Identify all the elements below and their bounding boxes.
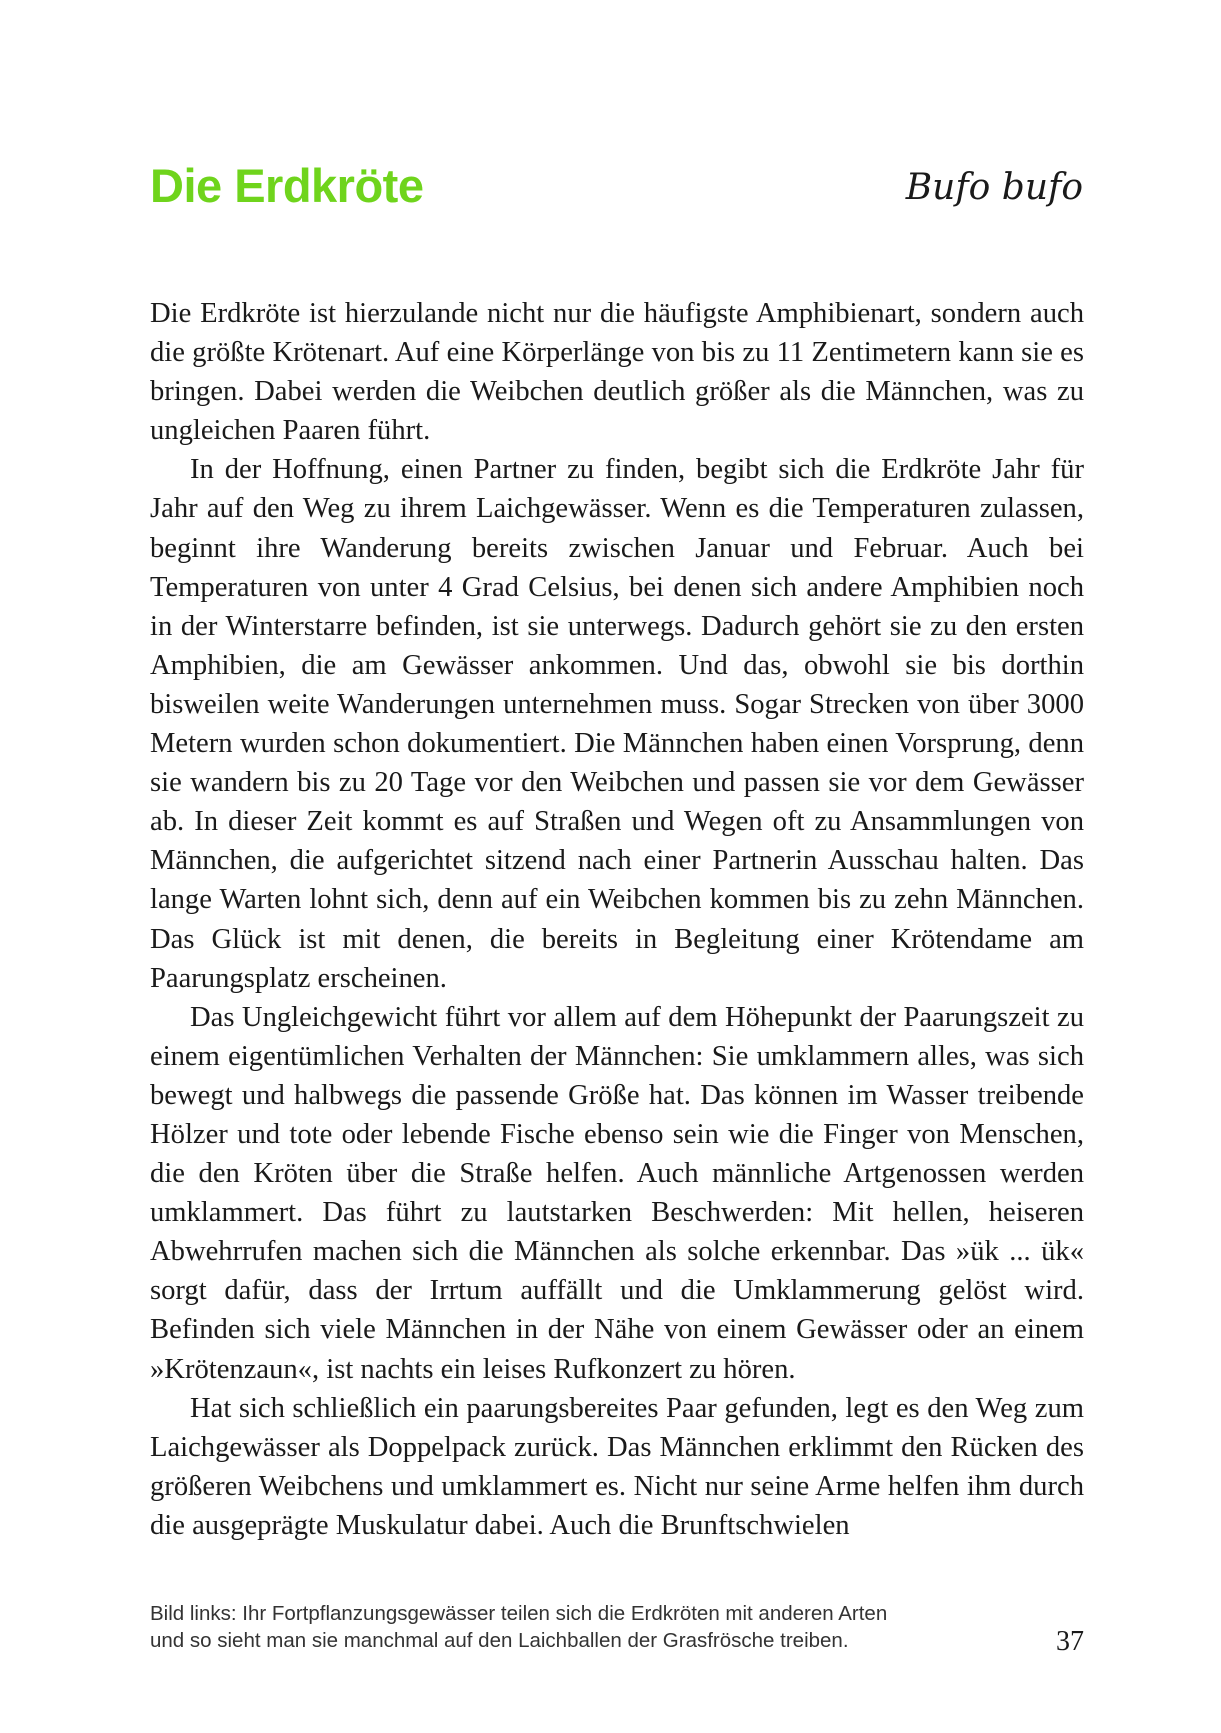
caption-line-1: Bild links: Ihr Fortpflanzungsgewässer teilen sich die Erdkröten mit anderen Arten	[150, 1602, 888, 1625]
body-text	[150, 294, 1084, 1545]
latin-species-name: Bufo bufo	[905, 167, 1083, 208]
paragraph-1: Die Erdkröte ist hierzulande nicht nur die häufigste Amphibienart, sondern auch die größte Krötenart. Auf eine Körperlänge von bis zu 11 Zentimetern kann sie es bringen. Dabei werden die Weibchen deutlich größer als die Männchen, was zu ungleichen Paaren führt.	[150, 298, 1084, 447]
paragraph-2: In der Hoffnung, einen Partner zu finden, begibt sich die Erdkröte Jahr für Jahr auf den Weg zu ihrem Laichgewässer. Wenn es die Temperaturen zulassen, beginnt ihre Wanderung bereits zwischen Januar und Februar. Auch bei Temperaturen von unter 4 Grad Celsius, bei denen sich andere Amphibien noch in der Winterstarre befinden, ist sie unterwegs. Dadurch gehört sie zu den ersten Amphibien, die am Gewässer ankommen. Und das, obwohl sie bis dorthin bisweilen weite Wanderungen unternehmen muss. Sogar Strecken von über 3000 Metern wurden schon dokumentiert. Die Männchen haben einen Vorsprung, denn sie wandern bis zu 20 Tage vor den Weibchen und passen sie vor dem Gewässer ab. In dieser Zeit kommt es auf Straßen und Wegen oft zu Ansammlungen von Männchen, die aufgerichtet sitzend nach einer Partnerin Ausschau halten. Das lange Warten lohnt sich, denn auf ein Weibchen kommen bis zu zehn Männchen. Das Glück ist mit denen, die bereits in Begleitung einer Krötendame am Paarungsplatz erscheinen.	[150, 454, 1084, 994]
page-title: Die Erdkröte	[150, 159, 424, 212]
paragraph-3: Das Ungleichgewicht führt vor allem auf dem Höhepunkt der Paarungszeit zu einem eigentümlichen Verhalten der Männchen: Sie umklammern alles, was sich bewegt und halbwegs die passende Größe hat. Das können im Wasser treibende Hölzer und tote oder lebende Fische ebenso sein wie die Finger von Menschen, die den Kröten über die Straße helfen. Auch männliche Artgenossen werden umklammert. Das führt zu lautstarken Beschwerden: Mit hellen, heiseren Abwehrrufen machen sich die Männchen als solche erkennbar. Das »ük ... ük« sorgt dafür, dass der Irrtum auffällt und die Umklammerung gelöst wird. Befinden sich viele Männchen in der Nähe von einem Gewässer oder an einem »Krötenzaun«, ist nachts ein leises Rufkonzert zu hören.	[150, 1001, 1084, 1385]
image-caption	[150, 1600, 910, 1654]
caption-line-2: und so sieht man sie manchmal auf den Laichballen der Grasfrösche treiben.	[150, 1629, 849, 1652]
page-number: 37	[1056, 1626, 1084, 1657]
paragraph-4: Hat sich schließlich ein paarungsbereites Paar gefunden, legt es den Weg zum Laichgewässer als Doppelpack zurück. Das Männchen erklimmt den Rücken des größeren Weibchens und umklammert es. Nicht nur seine Arme helfen ihm durch die ausgeprägte Muskulatur dabei. Auch die Brunftschwielen	[150, 1392, 1084, 1541]
